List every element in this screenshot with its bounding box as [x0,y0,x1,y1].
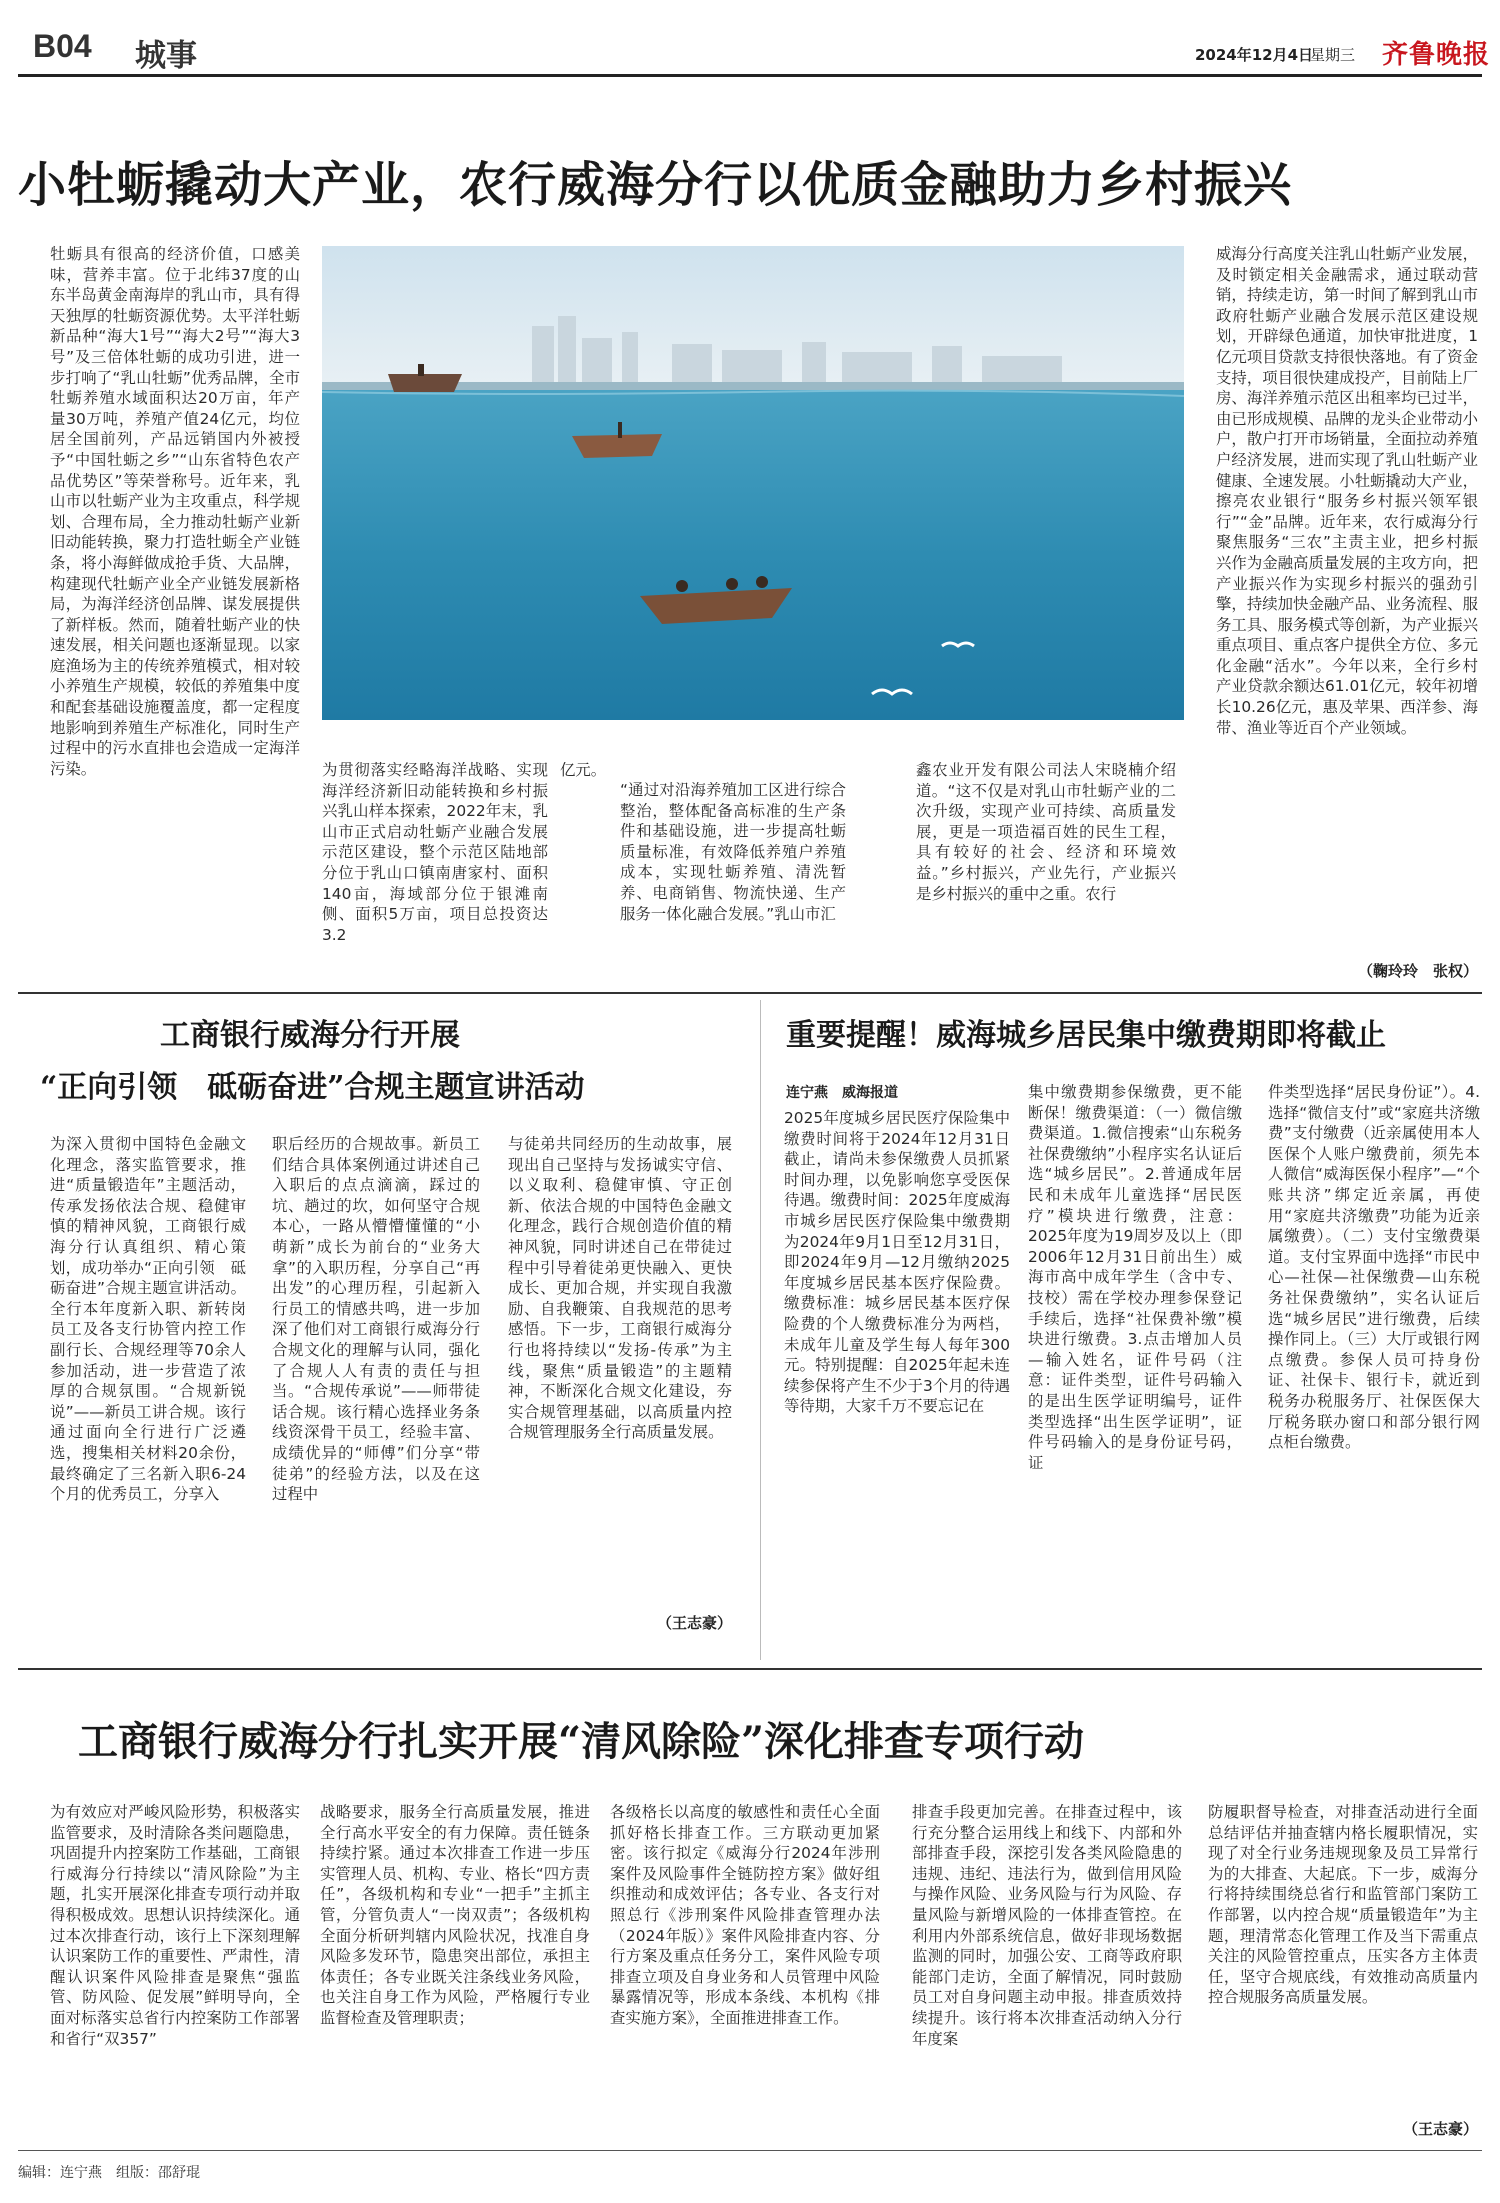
section-name: 城事 [135,38,197,74]
article2-title-line1: 工商银行威海分行开展 [160,1018,460,1053]
article1-col3: 亿元。 [560,761,607,779]
article2-col2: 职后经历的合规故事。新员工们结合具体案例通过讲述自己入职后的点点滴滴，踩过的坑、趟过的坎，如何坚守合规本心，一路从懵懵懂懂的“小萌新”成长为前台的“业务大拿”的入职历程，分享自己“再出发”的心理历程，引起新入行员工的情感共鸣，进一步加深了他们对工商银行威海分行合规文化的理解与认同，强化了合规人人有责的责任与担当。“合规传承说”——师带徒话合规。该行精心选择业务条线资深骨干员工，经验丰富、成绩优异的“师傅”们分享“带徒弟”的经验方法，以及在这过程中 [272,1135,480,1504]
issue-weekday: 星期三 [1310,46,1356,64]
article4-title: 工商银行威海分行扎实开展“清风除险”深化排查专项行动 [78,1718,1085,1765]
article1-byline: （鞠玲玲 张权） [1357,962,1478,980]
section-rule-2 [18,1668,1482,1670]
article3-title: 重要提醒！威海城乡居民集中缴费期即将截止 [786,1018,1386,1053]
article3-col3: 件类型选择“居民身份证”）。4.选择“微信支付”或“家庭共济缴费”支付缴费（近亲属使用本人医保个人账户缴费前，须先本人微信“威海医保小程序”—“个账共济”绑定近亲属，再使用“家庭共济缴费”功能为近亲属缴费）。（二）支付宝缴费渠道。支付宝界面中选择“市民中心—社保—社保缴费—山东税务社保费缴纳”，实名认证后选“城乡居民”进行缴费，后续操作同上。（三）大厅或银行网点缴费。参保人员可持身份证、社保卡、银行卡，就近到税务办税服务厅、社保医保大厅税务联办窗口和部分银行网点柜台缴费。 [1268,1083,1480,1452]
article2-col3: 与徒弟共同经历的生动故事，展现出自己坚持与发扬诚实守信、以义取利、稳健审慎、守正创新、依法合规的中国特色金融文化理念，践行合规创造价值的精神风貌，同时讲述自己在带徒过程中引导着徒弟更快融入、更快成长、更加合规，并实现自我激励、自我鞭策、自我规范的思考感悟。下一步，工商银行威海分行也将持续以“发扬-传承”为主线，聚焦“质量锻造”的主题精神，不断深化合规文化建设，夯实合规管理基础，以高质量内控合规管理服务全行高质量发展。 [508,1135,732,1442]
article3-col1: 2025年度城乡居民医疗保险集中缴费时间将于2024年12月31日截止，请尚未参保缴费人员抓紧时间办理，以免影响您享受医保待遇。缴费时间：2025年度威海市城乡居民医疗保险集中缴费期为2024年9月1日至12月31日，即2024年9月—12月缴纳2025年度城乡居民基本医疗保险费。缴费标准：城乡居民基本医疗保险费的个人缴费标准分为两档，未成年儿童及学生每人每年300元。特别提醒：自2025年起未连续参保将产生不少于3个月的待遇等待期，大家千万不要忘记在 [784,1109,1010,1416]
article3-col2: 集中缴费期参保缴费，更不能断保！缴费渠道：（一）微信缴费渠道。1.微信搜索“山东税务社保费缴纳”小程序实名认证后选“城乡居民”。2.普通成年居民和未成年儿童选择“居民医疗”模块进行缴费，注意：2025年度为19周岁及以上（即2006年12月31日前出生）威海市高中成年学生（含中专、技校）需在学校办理参保登记手续后，选择“社保费补缴”模块进行缴费。3.点击增加人员—输入姓名，证件号码（注意：证件类型，证件号码输入的是出生医学证明编号，证件类型选择“出生医学证明”，证件号码输入的是身份证号码，证 [1028,1083,1242,1472]
article4-col4: 排查手段更加完善。在排查过程中，该行充分整合运用线上和线下、内部和外部排查手段，深挖引发各类风险隐患的违规、违纪、违法行为，做到信用风险与操作风险、业务风险与行为风险、存量风险与新增风险的一体排查管控。在利用内外部系统信息，做好非现场数据监测的同时，加强公安、工商等政府职能部门走访，全面了解情况，同时鼓励员工对自身问题主动申报。排查质效持续提升。该行将本次排查活动纳入分行年度案 [912,1803,1182,2048]
header-rule [18,74,1482,77]
article4-col5: 防履职督导检查，对排查活动进行全面总结评估并抽查辖内格长履职情况，实现了对全行业务违规现象及员工异常行为的大排查、大起底。下一步，威海分行将持续围绕总省行和监管部门案防工作部署，以内控合规“质量锻造年”为主题，理清常态化管理工作及当下需重点关注的风险管控重点，压实各方主体责任，坚守合规底线，有效推动高质量内控合规服务高质量发展。 [1208,1803,1478,2007]
column-divider [760,1000,761,1660]
article3-author: 连宁燕 威海报道 [786,1085,898,1101]
article2-byline: （王志豪） [656,1614,732,1632]
footer-credits: 编辑：连宁燕 组版：邵舒琨 [18,2165,200,2181]
article4-col1: 为有效应对严峻风险形势，积极落实监管要求，及时清除各类问题隐患，巩固提升内控案防工作基础，工商银行威海分行持续以“清风除险”为主题，扎实开展深化排查专项行动并取得积极成效。思想认识持续深化。通过本次排查行动，该行上下深刻理解认识案防工作的重要性、严肃性，清醒认识案件风险排查是聚焦“强监管、防风险、促发展”鲜明导向，全面对标落实总省行内控案防工作部署和省行“双357” [50,1803,300,2048]
footer-rule [18,2150,1482,2151]
article1-title: 小牡蛎撬动大产业，农行威海分行以优质金融助力乡村振兴 [18,157,1293,213]
article4-byline: （王志豪） [1402,2120,1478,2138]
article1-col6: 威海分行高度关注乳山牡蛎产业发展，及时锁定相关金融需求，通过联动营销，持续走访，第一时间了解到乳山市政府牡蛎产业融合发展示范区建设规划，开辟绿色通道，加快审批进度，1亿元项目贷款支持很快落地。有了资金支持，项目很快建成投产，目前陆上厂房、海洋养殖示范区出租率均已过半，由已形成规模、品牌的龙头企业带动小户，散户打开市场销量，全面拉动养殖户经济发展，进而实现了乳山牡蛎产业健康、全速发展。小牡蛎撬动大产业，擦亮农业银行“服务乡村振兴领军银行”“金”品牌。近年来，农行威海分行聚焦服务“三农”主责主业，把乡村振兴作为金融高质量发展的主攻方向，把产业振兴作为实现乡村振兴的强劲引擎，持续加快金融产品、业务流程、服务工具、服务模式等创新，为产业振兴重点项目、重点客户提供全方位、多元化金融“活水”。今年以来，全行乡村产业贷款余额达61.01亿元，较年初增长10.26亿元，惠及苹果、西洋参、海带、渔业等近百个产业领域。 [1216,245,1478,737]
article1-col1: 牡蛎具有很高的经济价值，口感美味，营养丰富。位于北纬37度的山东半岛黄金南海岸的乳山市，具有得天独厚的牡蛎资源优势。太平洋牡蛎新品种“海大1号”“海大2号”“海大3号”及三倍体牡蛎的成功引进，进一步打响了“乳山牡蛎”优秀品牌，全市牡蛎养殖水域面积达20万亩，年产量30万吨，养殖产值24亿元，均位居全国前列，产品远销国内外被授予“中国牡蛎之乡”“山东省特色农产品优势区”等荣誉称号。近年来，乳山市以牡蛎产业为主攻重点，科学规划、合理布局，全力推动牡蛎产业新旧动能转换，聚力打造牡蛎全产业链条，将小海鲜做成抢手货、大品牌，构建现代牡蛎产业全产业链发展新格局，为海洋经济创品牌、谋发展提供了新样板。然而，随着牡蛎产业的快速发展，相关问题也逐渐显现。以家庭渔场为主的传统养殖模式，相对较小养殖生产规模，较低的养殖集中度和配套基础设施覆盖度，都一定程度地影响到养殖生产标准化，同时生产过程中的污水直排也会造成一定海洋污染。 [50,245,300,778]
issue-date: 2024年12月4日 [1195,46,1314,64]
article1-col2: 为贯彻落实经略海洋战略、实现海洋经济新旧动能转换和乡村振兴乳山样本探索，2022年末，乳山市正式启动牡蛎产业融合发展示范区建设，整个示范区陆地部分位于乳山口镇南唐家村、面积140亩，海域部分位于银滩南侧、面积5万亩，项目总投资达3.2 [322,761,548,944]
article1-col5: 鑫农业开发有限公司法人宋晓楠介绍道。“这不仅是对乳山市牡蛎产业的二次升级，实现产业可持续、高质量发展，更是一项造福百姓的民生工程，具有较好的社会、经济和环境效益。”乡村振兴，产业先行，产业振兴是乡村振兴的重中之重。农行 [916,761,1176,903]
page-number: B04 [33,28,92,64]
article4-col2: 战略要求，服务全行高质量发展，推进全行高水平安全的有力保障。责任链条持续拧紧。通过本次排查工作进一步压实管理人员、机构、专业、格长“四方责任”，各级机构和专业“一把手”主抓主管，分管负责人“一岗双责”；各级机构全面分析研判辖内风险状况，找准自身风险多发环节，隐患突出部位，承担主体责任；各专业既关注条线业务风险，也关注自身工作为风险，严格履行专业监督检查及管理职责； [320,1803,590,2027]
oyster-farm-photo [322,246,1184,720]
newspaper-logo: 齐鲁晚报 [1382,40,1491,70]
article2-title-line2: “正向引领 砥砺奋进”合规主题宣讲活动 [40,1070,585,1105]
article4-col3: 各级格长以高度的敏感性和责任心全面抓好格长排查工作。三方联动更加紧密。该行拟定《威海分行2024年涉刑案件及风险事件全链防控方案》做好组织推动和成效评估；各专业、各支行对照总行《涉刑案件风险排查管理办法（2024年版）》案件风险排查内容、分行方案及重点任务分工，案件风险专项排查立项及自身业务和人员管理中风险暴露情况等，形成本条线、本机构《排查实施方案》，全面推进排查工作。 [610,1803,880,2027]
article2-col1: 为深入贯彻中国特色金融文化理念，落实监管要求，推进“质量锻造年”主题活动，传承发扬依法合规、稳健审慎的精神风貌，工商银行威海分行认真组织、精心策划，成功举办“正向引领 砥砺奋进”合规主题宣讲活动。全行本年度新入职、新转岗员工及各支行协管内控工作副行长、合规经理等70余人参加活动，进一步营造了浓厚的合规氛围。“合规新锐说”——新员工讲合规。该行通过面向全行进行广泛遴选，搜集相关材料20余份，最终确定了三名新入职6-24个月的优秀员工，分享入 [50,1135,246,1504]
section-rule-1 [18,992,1482,994]
article1-col4: “通过对沿海养殖加工区进行综合整治，整体配备高标准的生产条件和基础设施，进一步提高牡蛎质量标准，有效降低养殖户养殖成本，实现牡蛎养殖、清洗暂养、电商销售、物流快递、生产服务一体化融合发展。”乳山市汇 [620,781,846,923]
